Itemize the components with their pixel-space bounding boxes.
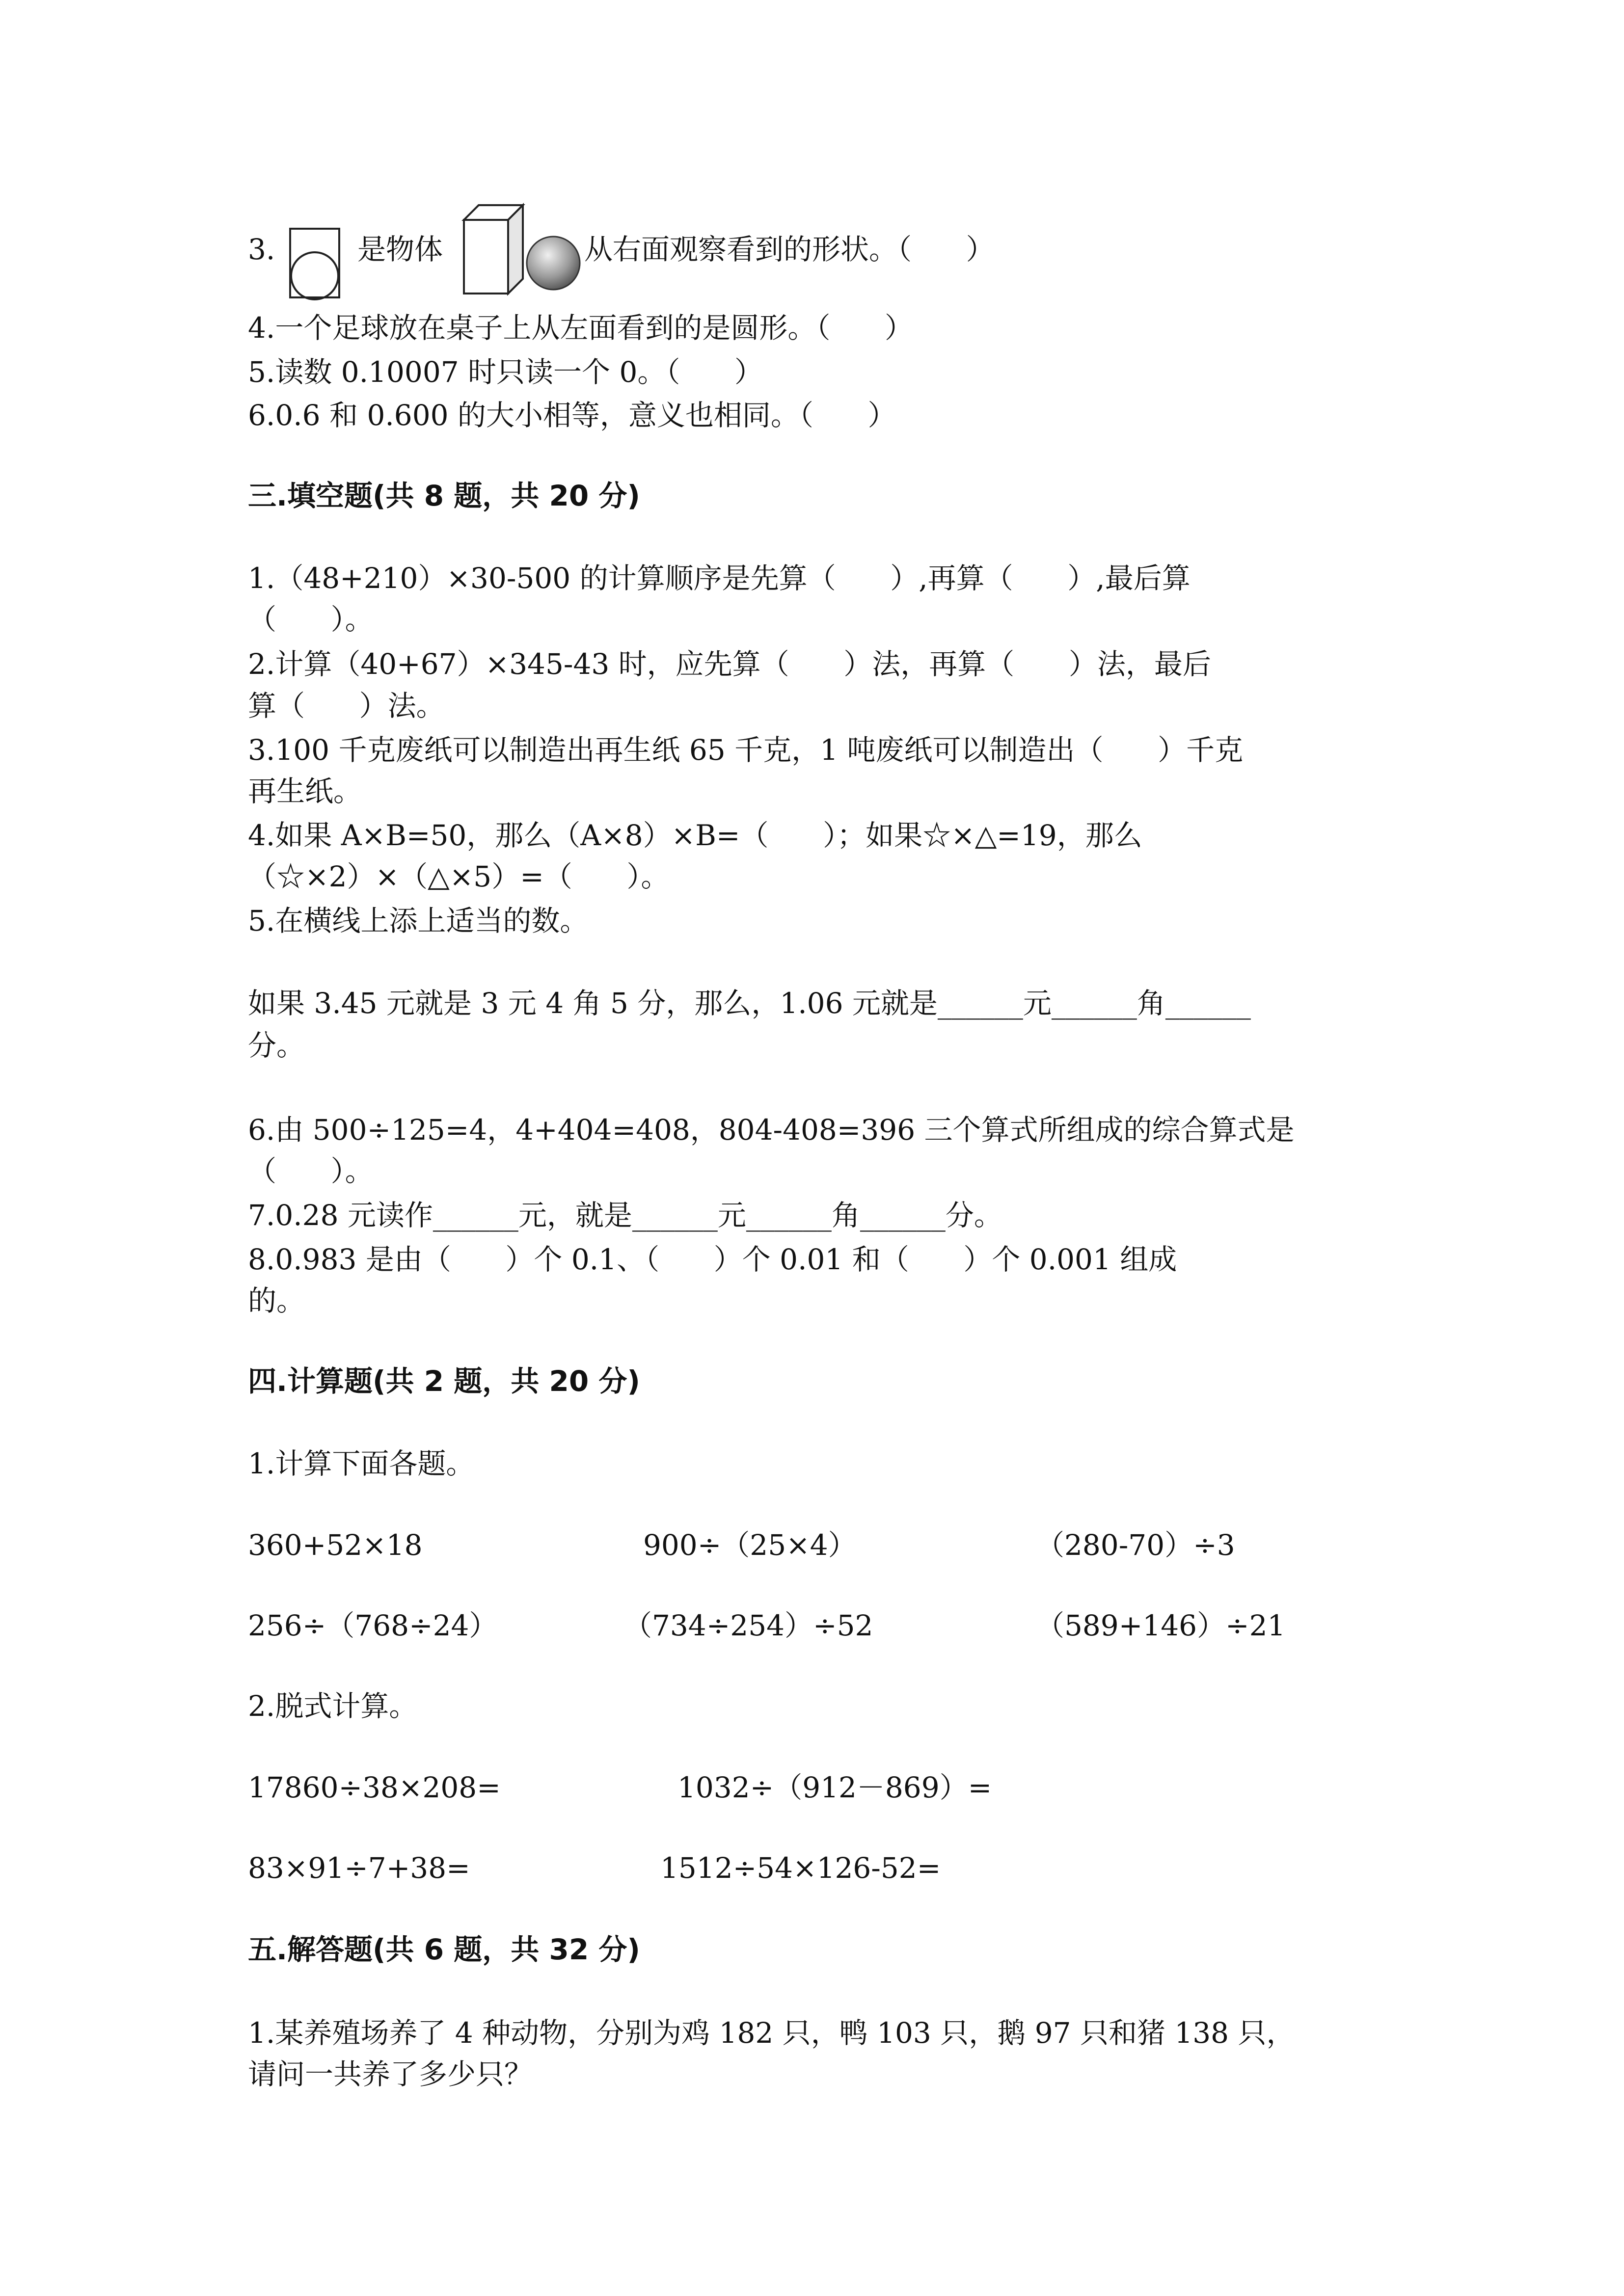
fill-q8-line1: 8.0.983 是由（ ）个 0.1、（ ）个 0.01 和（ ）个 0.001 组成 [248,1243,1177,1276]
judge-q5: 5.读数 0.10007 时只读一个 0。（ ） [248,355,763,389]
calc-expr: 256÷（768÷24） [248,1609,498,1642]
fill-q5-detail-line2: 分。 [248,1029,305,1062]
answer-q1-line2: 请问一共养了多少只？ [248,2057,533,2091]
calc-q1: 1.计算下面各题。 [248,1447,475,1480]
fill-q4-line2: （☆×2）×（△×5）=（ ）。 [248,860,670,893]
fill-q3-line1: 3.100 千克废纸可以制造出再生纸 65 千克，1 吨废纸可以制造出（ ）千克 [248,733,1244,767]
judge-q3-mid-text: 是物体 [357,233,443,266]
calc-expr: （280-70）÷3 [1036,1528,1235,1562]
fill-q5-detail-line1: 如果 3.45 元就是 3 元 4 角 5 分，那么，1.06 元就是______元______角______ [248,987,1251,1020]
judge-q4: 4.一个足球放在桌子上从左面看到的是圆形。（ ） [248,311,913,345]
section5-title: 五.解答题(共 6 题，共 32 分) [248,1933,640,1966]
judge-q6: 6.0.6 和 0.600 的大小相等，意义也相同。（ ） [248,399,896,432]
fill-q6-line1: 6.由 500÷125=4，4+404=408，804-408=396 三个算式所组成的综合算式是 [248,1113,1295,1147]
fill-q6-line2: （ ）。 [248,1154,374,1188]
fill-q3-line2: 再生纸。 [248,774,362,808]
section3-title: 三.填空题(共 8 题，共 20 分) [248,479,640,512]
fill-q1-line2: （ ）。 [248,603,374,636]
judge-q3-number: 3. [248,233,275,266]
fill-q4-line1: 4.如果 A×B=50，那么（A×8）×B=（ ）；如果☆×△=19，那么 [248,819,1142,852]
box-and-ball-figure [459,200,587,298]
fill-q7: 7.0.28 元读作______元，就是______元______角______分。 [248,1199,1002,1232]
calc-expr: 1512÷54×126-52= [660,1851,941,1885]
fill-q2-line2: 算（ ）法。 [248,689,445,722]
calc-expr: （589+146）÷21 [1036,1609,1286,1642]
calc-expr: 83×91÷7+38= [248,1851,470,1885]
section4-title: 四.计算题(共 2 题，共 20 分) [248,1364,640,1398]
fill-q8-line2: 的。 [248,1284,305,1317]
calc-expr: （734÷254）÷52 [623,1609,873,1642]
calc-expr: 360+52×18 [248,1528,423,1562]
calc-q2: 2.脱式计算。 [248,1689,418,1723]
fill-q5: 5.在横线上添上适当的数。 [248,904,589,937]
side-view-figure [287,227,346,300]
calc-expr: 900÷（25×4） [643,1528,857,1562]
calc-expr: 17860÷38×208= [248,1771,501,1804]
fill-q1-line1: 1.（48+210）×30-500 的计算顺序是先算（ ）,再算（ ）,最后算 [248,561,1191,595]
answer-q1-line1: 1.某养殖场养了 4 种动物，分别为鸡 182 只，鸭 103 只，鹅 97 只和猪 138 只， [248,2016,1295,2050]
calc-expr: 1032÷（912－869）= [677,1771,992,1804]
judge-q3-end-text: 从右面观察看到的形状。（ ） [584,233,995,266]
fill-q2-line1: 2.计算（40+67）×345-43 时，应先算（ ）法，再算（ ）法，最后 [248,647,1211,681]
